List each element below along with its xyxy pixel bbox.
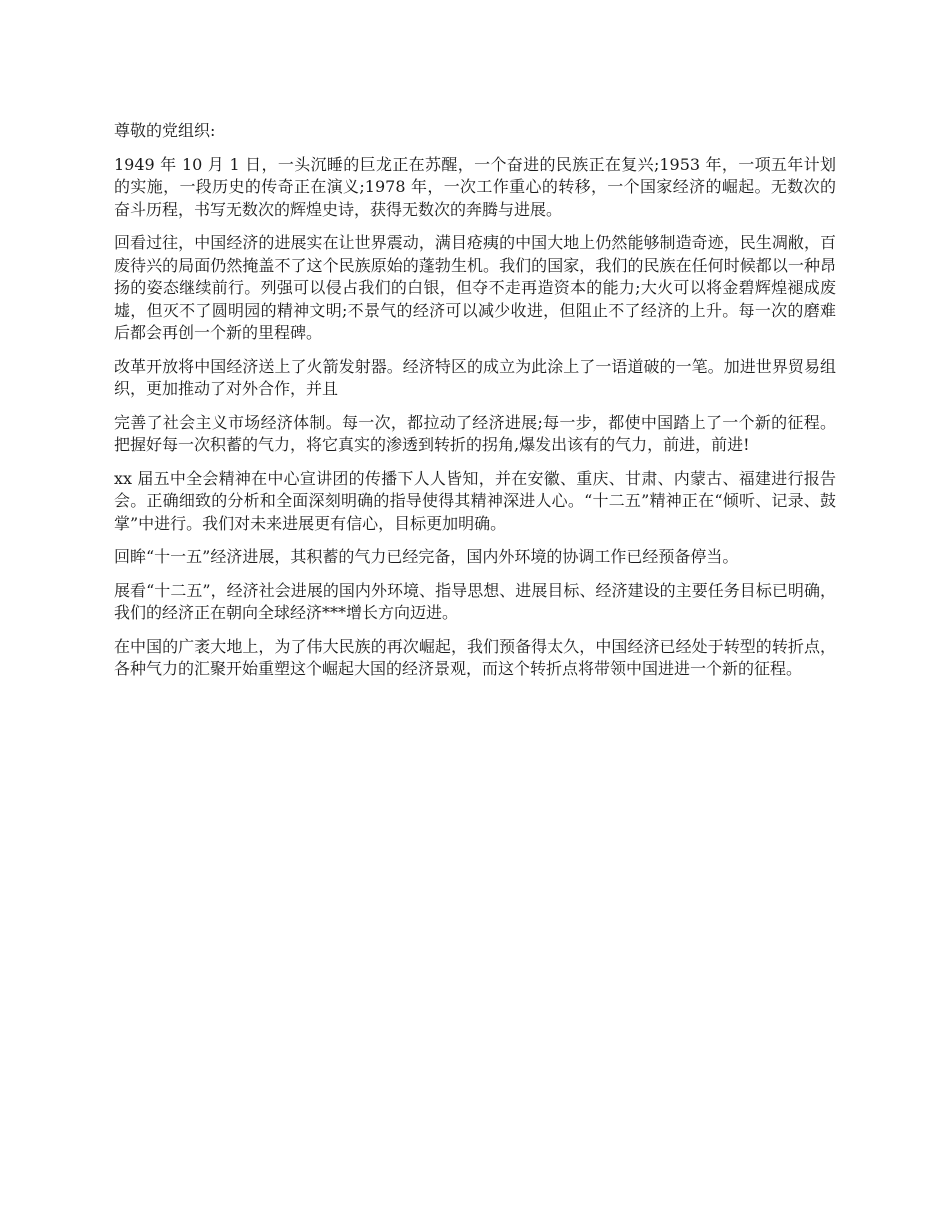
paragraph-8: 在中国的广袤大地上，为了伟大民族的再次崛起，我们预备得太久，中国经济已经处于转型的转折点，各种气力的汇聚开始重塑这个崛起大国的经济景观，而这个转折点将带领中国进进一个新的征程。 [114,636,836,678]
letter-body [114,120,836,692]
paragraph-3: 改革开放将中国经济送上了火箭发射器。经济特区的成立为此涂上了一语道破的一笔。加进世界贸易组织，更加推动了对外合作，并且 [114,356,836,398]
paragraph-5: xx 届五中全会精神在中心宣讲团的传播下人人皆知，并在安徽、重庆、甘肃、内蒙古、福建进行报告会。正确细致的分析和全面深刻明确的指导使得其精神深进人心。“十二五”精神正在“倾听、记录、鼓掌”中进行。我们对未来进展更有信心，目标更加明确。 [114,468,836,533]
paragraph-2: 回看过往，中国经济的进展实在让世界震动，满目疮痍的中国大地上仍然能够制造奇迹，民生凋敝，百废待兴的局面仍然掩盖不了这个民族原始的蓬勃生机。我们的国家，我们的民族在任何时候都以一种昂扬的姿态继续前行。列强可以侵占我们的白银，但夺不走再造资本的能力;大火可以将金碧辉煌褪成废墟，但灭不了圆明园的精神文明;不景气的经济可以减少收进，但阻止不了经济的上升。每一次的磨难后都会再创一个新的里程碑。 [114,233,836,342]
paragraph-6: 回眸“十一五”经济进展，其积蓄的气力已经完备，国内外环境的协调工作已经预备停当。 [114,547,739,566]
paragraph-7: 展看“十二五”，经济社会进展的国内外环境、指导思想、进展目标、经济建设的主要任务目标已明确，我们的经济正在朝向全球经济***增长方向迈进。 [114,580,836,622]
salutation: 尊敬的党组织: [114,121,216,140]
paragraph-1: 1949 年 10 月 1 日，一头沉睡的巨龙正在苏醒，一个奋进的民族正在复兴;1953 年，一项五年计划的实施，一段历史的传奇正在演义;1978 年，一次工作重心的转移，一个国家经济的崛起。无数次的奋斗历程，书写无数次的辉煌史诗，获得无数次的奔腾与进展。 [114,154,836,219]
paragraph-4: 完善了社会主义市场经济体制。每一次，都拉动了经济进展;每一步，都使中国踏上了一个新的征程。把握好每一次积蓄的气力，将它真实的渗透到转折的拐角,爆发出该有的气力，前进，前进! [114,412,836,454]
